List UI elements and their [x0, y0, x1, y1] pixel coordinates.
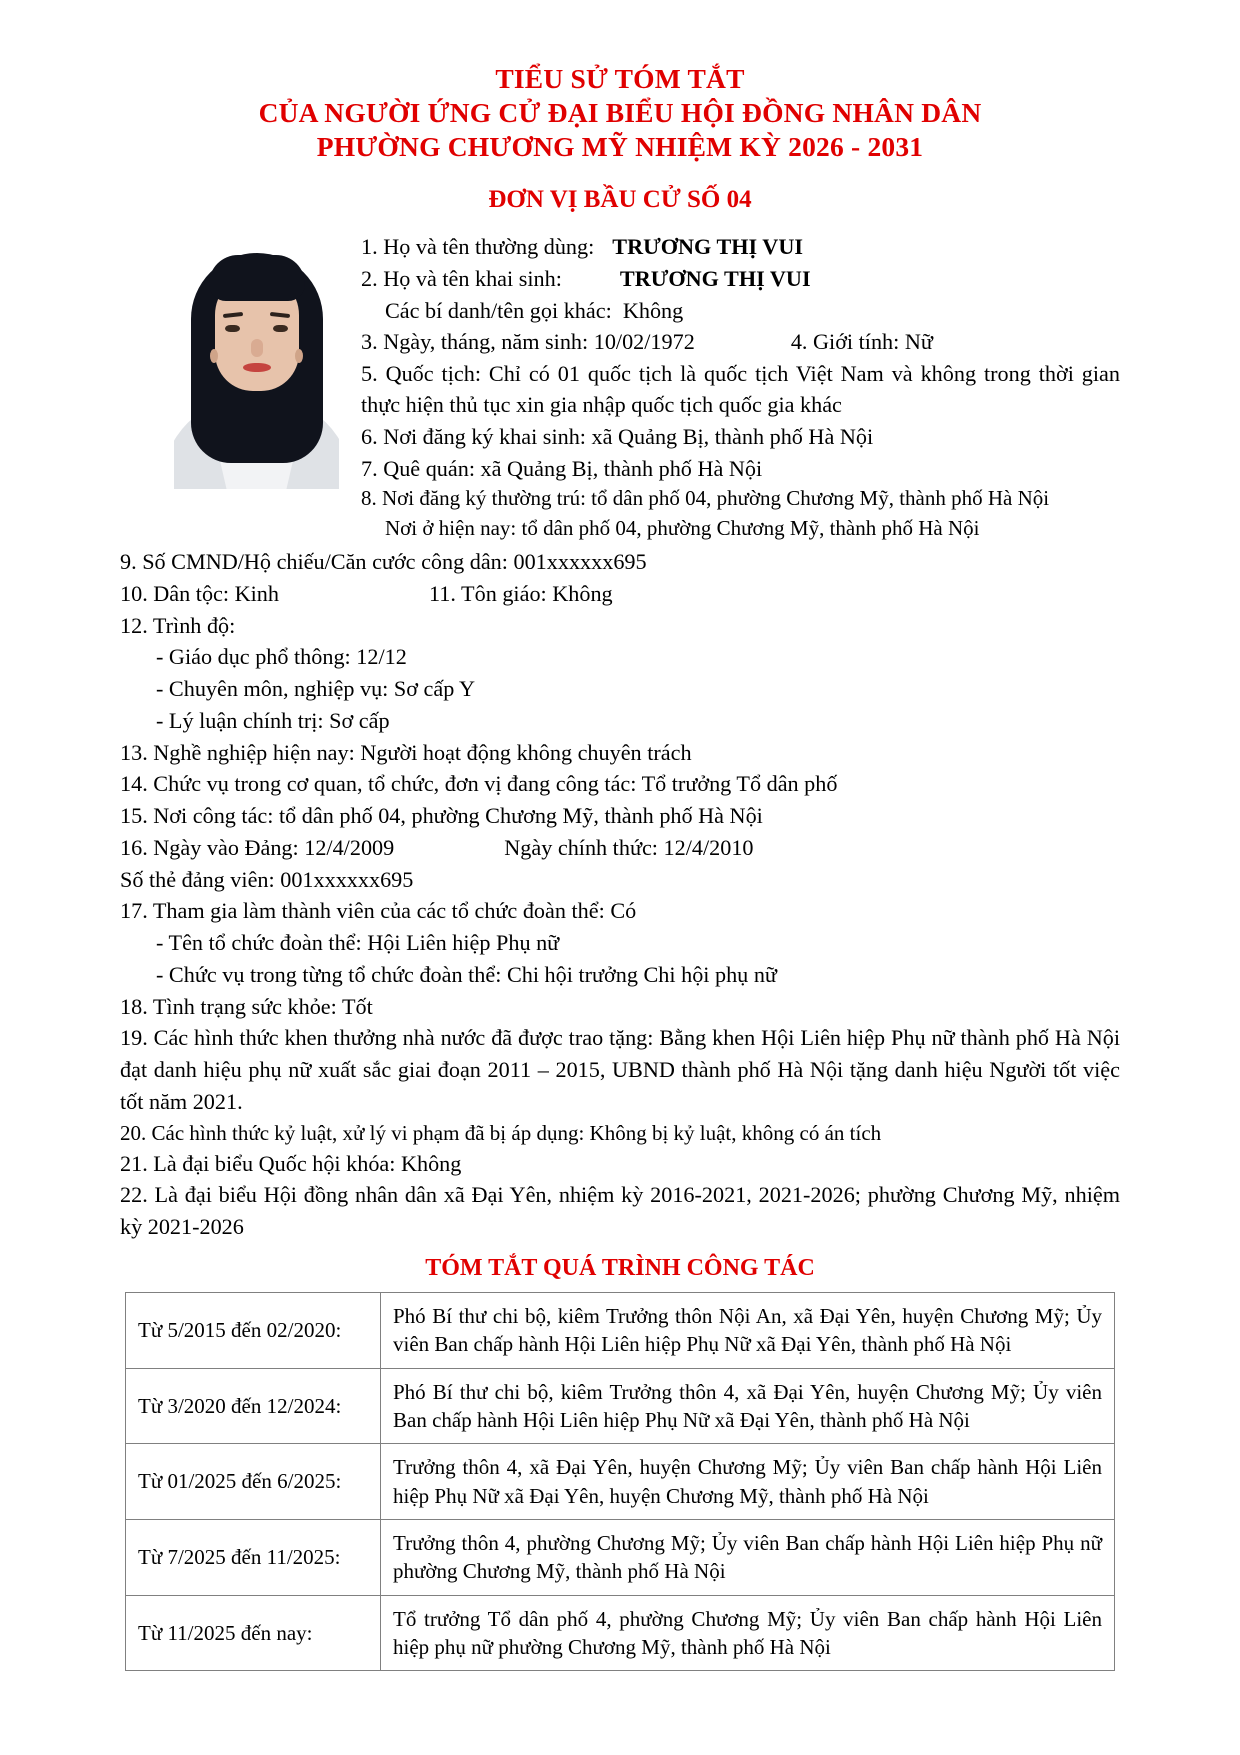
- header-title-line-2: CỦA NGƯỜI ỨNG CỬ ĐẠI BIỂU HỘI ĐỒNG NHÂN DÂN: [258, 97, 982, 129]
- career-detail: Trưởng thôn 4, phường Chương Mỹ; Ủy viên Ban chấp hành Hội Liên hiệp Phụ nữ phường Chương Mỹ, thành phố Hà Nội: [381, 1519, 1115, 1595]
- table-row: [126, 1368, 1115, 1444]
- field-health-status: 18. Tình trạng sức khỏe: Tốt: [120, 993, 373, 1019]
- field-organization-name: - Tên tổ chức đoàn thể: Hội Liên hiệp Phụ nữ: [156, 930, 560, 956]
- field-hometown: 7. Quê quán: xã Quảng Bị, thành phố Hà Nội: [361, 455, 763, 481]
- career-table-body: [126, 1292, 1115, 1670]
- field-dob-gender-row: [361, 326, 1120, 358]
- field-education-level-label: 12. Trình độ:: [120, 612, 236, 638]
- career-summary-title: TÓM TẮT QUÁ TRÌNH CÔNG TÁC: [425, 1254, 815, 1281]
- portrait-fringe: [209, 255, 305, 301]
- intro-text-block: [361, 231, 1120, 544]
- field-national-assembly-deputy: 21. Là đại biểu Quốc hội khóa: Không: [120, 1150, 462, 1176]
- field-id-number: 9. Số CMND/Hộ chiếu/Căn cước công dân: 001xxxxxx695: [120, 549, 647, 575]
- field-alias-label: Các bí danh/tên gọi khác:: [385, 297, 612, 323]
- career-detail: Phó Bí thư chi bộ, kiêm Trưởng thôn Nội An, xã Đại Yên, huyện Chương Mỹ; Ủy viên Ban chấp hành Hội Liên hiệp Phụ Nữ xã Đại Yên, thành phố Hà Nội: [381, 1292, 1115, 1368]
- field-alias: [361, 295, 1120, 327]
- field-political-theory: - Lý luận chính trị: Sơ cấp: [156, 707, 390, 733]
- field-ethnicity-religion-row: [120, 578, 1120, 610]
- field-party-card-number: Số thẻ đảng viên: 001xxxxxx695: [120, 866, 414, 892]
- table-row: [126, 1519, 1115, 1595]
- field-party-join-date: 16. Ngày vào Đảng: 12/4/2009: [120, 834, 395, 860]
- field-current-position: 14. Chức vụ trong cơ quan, tổ chức, đơn vị đang công tác: Tổ trưởng Tổ dân phố: [120, 771, 838, 797]
- field-common-name-value: TRƯƠNG THỊ VUI: [612, 234, 803, 260]
- candidate-details-list: [120, 546, 1120, 1243]
- career-detail: Trưởng thôn 4, xã Đại Yên, huyện Chương Mỹ; Ủy viên Ban chấp hành Hội Liên hiệp Phụ Nữ xã Đại Yên, huyện Chương Mỹ, thành phố Hà Nội: [381, 1444, 1115, 1520]
- field-birth-name-value: TRƯƠNG THỊ VUI: [619, 265, 811, 291]
- field-current-residence: Nơi ở hiện nay: tổ dân phố 04, phường Chương Mỹ, thành phố Hà Nội: [385, 516, 980, 541]
- document-header: [120, 62, 1120, 215]
- field-state-awards: 19. Các hình thức khen thưởng nhà nước đã được trao tặng: Bằng khen Hội Liên hiệp Phụ nữ thành phố Hà Nội đạt danh hiệu phụ nữ xuất sắc giai đoạn 2011 – 2015, UBND thành phố Hà Nội tặng danh hiệu Người tốt việc tốt năm 2021.: [120, 1025, 1120, 1114]
- field-birth-name-label: 2. Họ và tên khai sinh:: [361, 265, 562, 291]
- table-row: [126, 1444, 1115, 1520]
- field-peoples-council-deputy: 22. Là đại biểu Hội đồng nhân dân xã Đại Yên, nhiệm kỳ 2016-2021, 2021-2026; phường Chương Mỹ, nhiệm kỳ 2021-2026: [120, 1182, 1120, 1240]
- field-birth-name: [361, 263, 1120, 295]
- field-alias-value: Không: [622, 297, 684, 323]
- field-professional-qualification: - Chuyên môn, nghiệp vụ: Sơ cấp Y: [156, 676, 476, 702]
- field-organization-membership: 17. Tham gia làm thành viên của các tổ chức đoàn thể: Có: [120, 898, 637, 924]
- portrait-nose: [251, 339, 263, 357]
- career-detail: Phó Bí thư chi bộ, kiêm Trưởng thôn 4, xã Đại Yên, huyện Chương Mỹ; Ủy viên Ban chấp hành Hội Liên hiệp Phụ Nữ xã Đại Yên, thành phố Hà Nội: [381, 1368, 1115, 1444]
- career-period: Từ 5/2015 đến 02/2020:: [126, 1292, 381, 1368]
- field-general-education: - Giáo dục phổ thông: 12/12: [156, 644, 407, 670]
- field-party-dates-row: [120, 832, 1120, 864]
- career-period: Từ 3/2020 đến 12/2024:: [126, 1368, 381, 1444]
- career-period: Từ 7/2025 đến 11/2025:: [126, 1519, 381, 1595]
- header-title-line-3: PHƯỜNG CHƯƠNG MỸ NHIỆM KỲ 2026 - 2031: [316, 131, 924, 163]
- election-unit-label: ĐƠN VỊ BẦU CỬ SỐ 04: [488, 186, 752, 214]
- field-gender: 4. Giới tính: Nữ: [790, 329, 933, 355]
- portrait-eye-left: [225, 325, 240, 332]
- career-period: Từ 01/2025 đến 6/2025:: [126, 1444, 381, 1520]
- field-current-occupation: 13. Nghề nghiệp hiện nay: Người hoạt động không chuyên trách: [120, 739, 692, 765]
- career-period: Từ 11/2025 đến nay:: [126, 1595, 381, 1671]
- field-nationality: 5. Quốc tịch: Chỉ có 01 quốc tịch là quốc tịch Việt Nam và không trong thời gian thực hiện thủ tục xin gia nhập quốc tịch quốc gia khác: [361, 360, 1120, 418]
- field-birth-registration-place: 6. Nơi đăng ký khai sinh: xã Quảng Bị, thành phố Hà Nội: [361, 424, 874, 450]
- field-date-of-birth: 3. Ngày, tháng, năm sinh: 10/02/1972: [361, 329, 695, 355]
- header-title-line-1: TIỂU SỬ TÓM TẮT: [495, 63, 745, 94]
- field-workplace: 15. Nơi công tác: tổ dân phố 04, phường Chương Mỹ, thành phố Hà Nội: [120, 803, 763, 829]
- field-ethnicity: 10. Dân tộc: Kinh: [120, 580, 279, 606]
- field-organization-position: - Chức vụ trong từng tổ chức đoàn thể: Chi hội trưởng Chi hội phụ nữ: [156, 961, 777, 987]
- portrait-lips: [243, 363, 271, 372]
- portrait-eye-right: [273, 325, 288, 332]
- field-common-name-label: 1. Họ và tên thường dùng:: [361, 234, 595, 260]
- field-party-official-date: Ngày chính thức: 12/4/2010: [504, 834, 754, 860]
- career-history-table: [125, 1292, 1115, 1671]
- career-detail: Tổ trưởng Tổ dân phố 4, phường Chương Mỹ; Ủy viên Ban chấp hành Hội Liên hiệp phụ nữ phường Chương Mỹ, thành phố Hà Nội: [381, 1595, 1115, 1671]
- field-permanent-residence: 8. Nơi đăng ký thường trú: tổ dân phố 04, phường Chương Mỹ, thành phố Hà Nội: [361, 486, 1050, 511]
- field-disciplinary-actions: 20. Các hình thức kỷ luật, xử lý vi phạm đã bị áp dụng: Không bị kỷ luật, không có án tích: [120, 1120, 882, 1145]
- field-common-name: [361, 231, 1120, 263]
- field-religion: 11. Tôn giáo: Không: [429, 580, 613, 606]
- candidate-portrait-photo: [174, 231, 339, 489]
- candidate-intro-section: [120, 231, 1120, 544]
- table-row: [126, 1595, 1115, 1671]
- table-row: [126, 1292, 1115, 1368]
